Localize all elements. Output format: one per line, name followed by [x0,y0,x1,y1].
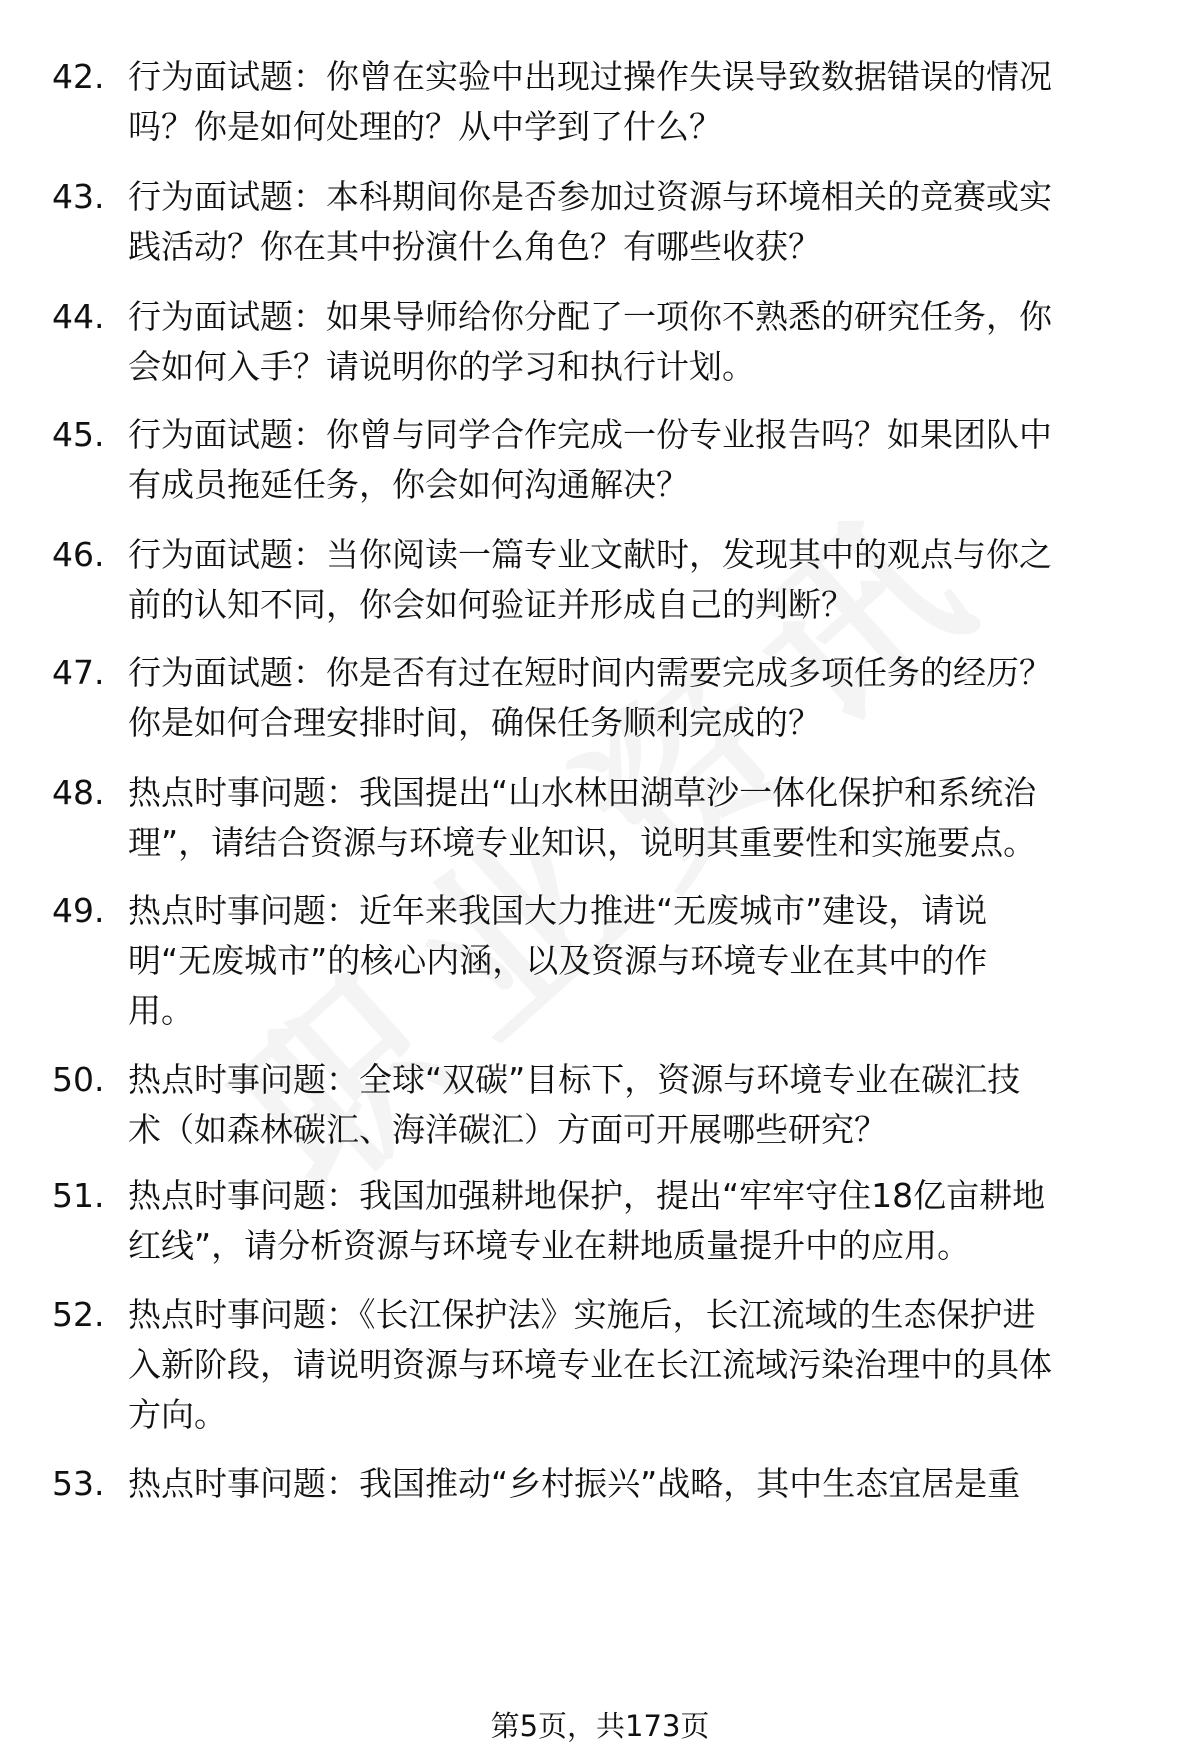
question-text [128,52,1146,152]
question-number: 48. [52,773,105,812]
question-text [128,410,1146,510]
question-text-line: 红线”，请分析资源与环境专业在耕地质量提升中的应用。 [128,1226,971,1265]
question-number: 51. [52,1176,105,1215]
question-text-line: 行为面试题：本科期间你是否参加过资源与环境相关的竞赛或实 [128,177,1052,216]
question-text [128,648,1146,748]
question-number: 45. [52,415,105,454]
question-number: 49. [52,891,105,930]
question-text-line: 方向。 [128,1395,227,1434]
question-number: 42. [52,57,105,96]
question-text [128,292,1146,392]
question-text-line: 热点时事问题：近年来我国大力推进“无废城市”建设，请说 [128,891,988,930]
question-text-line: 会如何入手？请说明你的学习和执行计划。 [128,347,755,386]
question-text-line: 有成员拖延任务，你会如何沟通解决？ [128,465,689,504]
question-text [128,1171,1146,1271]
question-text [128,1290,1146,1440]
question-number: 43. [52,177,105,216]
question-text-line: 热点时事问题：《长江保护法》实施后，长江流域的生态保护进 [128,1295,1036,1334]
question-text-line: 热点时事问题：我国推动“乡村振兴”战略，其中生态宜居是重 [128,1464,1021,1503]
question-text [128,1055,1146,1155]
question-text-line: 行为面试题：你曾与同学合作完成一份专业报告吗？如果团队中 [128,415,1052,454]
question-text [128,886,1146,1036]
question-number: 46. [52,535,105,574]
question-text [128,172,1146,272]
question-number: 53. [52,1464,105,1503]
question-text-line: 行为面试题：你曾在实验中出现过操作失误导致数据错误的情况 [128,57,1052,96]
question-text [128,530,1146,630]
question-text [128,1459,1146,1509]
question-text-line: 吗？你是如何处理的？从中学到了什么？ [128,107,722,146]
question-text [128,768,1146,868]
question-text-line: 践活动？你在其中扮演什么角色？有哪些收获？ [128,227,821,266]
question-text-line: 入新阶段，请说明资源与环境专业在长江流域污染治理中的具体 [128,1345,1052,1384]
question-number: 44. [52,297,105,336]
question-text-line: 理”，请结合资源与环境专业知识，说明其重要性和实施要点。 [128,823,1037,862]
question-number: 50. [52,1060,105,1099]
question-text-line: 行为面试题：如果导师给你分配了一项你不熟悉的研究任务，你 [128,297,1052,336]
page-footer: 第5页，共173页 [490,1709,710,1743]
question-text-line: 行为面试题：你是否有过在短时间内需要完成多项任务的经历？ [128,653,1052,692]
question-number: 52. [52,1295,105,1334]
question-text-line: 明“无废城市”的核心内涵，以及资源与环境专业在其中的作 [128,941,988,980]
question-number: 47. [52,653,105,692]
question-text-line: 热点时事问题：全球“双碳”目标下，资源与环境专业在碳汇技 [128,1060,1021,1099]
question-text-line: 行为面试题：当你阅读一篇专业文献时，发现其中的观点与你之 [128,535,1052,574]
question-text-line: 前的认知不同，你会如何验证并形成自己的判断？ [128,585,854,624]
question-text-line: 你是如何合理安排时间，确保任务顺利完成的？ [128,703,821,742]
question-text-line: 术（如森林碳汇、海洋碳汇）方面可开展哪些研究？ [128,1110,887,1149]
question-text-line: 热点时事问题：我国提出“山水林田湖草沙一体化保护和系统治 [128,773,1037,812]
question-text-line: 热点时事问题：我国加强耕地保护，提出“牢牢守住18亿亩耕地 [128,1176,1046,1215]
question-text-line: 用。 [128,991,194,1030]
